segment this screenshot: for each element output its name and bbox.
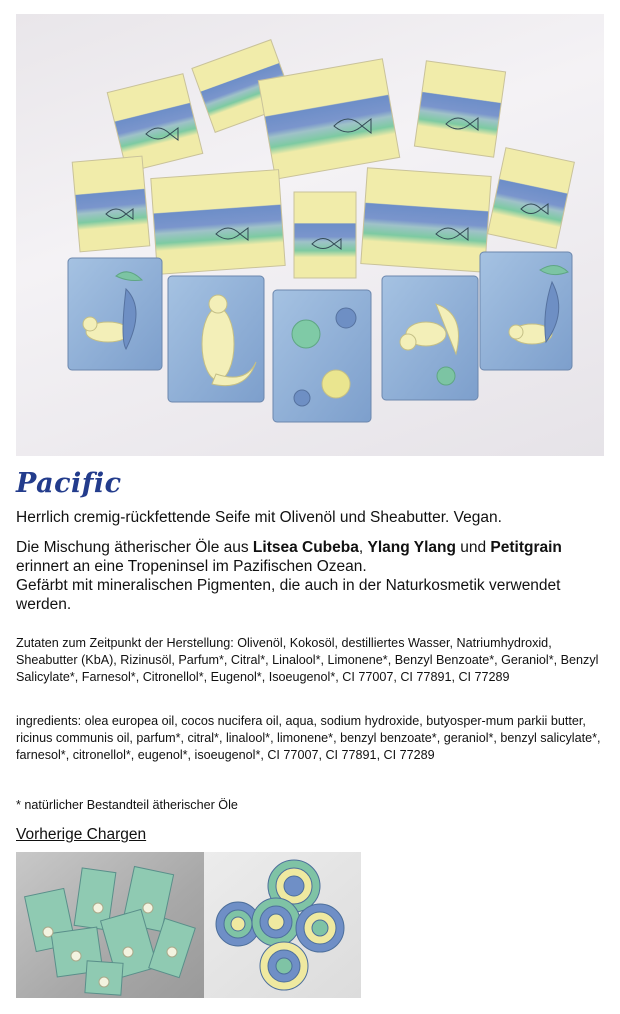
description-text: und: [455, 539, 491, 556]
page-title: Pacific: [16, 468, 122, 499]
previous-batch-photo[interactable]: [16, 852, 204, 998]
description-text: Die Mischung ätherischer Öle aus: [16, 539, 253, 556]
description: [16, 538, 606, 614]
description-text: Gefärbt mit mineralischen Pigmenten, die auch in der Naturkosmetik verwendet werden.: [16, 577, 561, 613]
ingredients-english: ingredients: olea europea oil, cocos nucifera oil, aqua, sodium hydroxide, butyosper-mum parkii butter, ricinus communis oil, parfum*, citral*, linalool*, limonene*, benzyl benzoate*, geraniol*, benzyl salicylate*, farnesol*, citronellol*, eugenol*, isoeugenol*, CI 77007, CI 77891, CI 77289: [16, 714, 601, 762]
ingredients-german: Zutaten zum Zeitpunkt der Herstellung: Olivenöl, Kokosöl, destilliertes Wasser, Natriumhydroxid, Sheabutter (KbA), Rizinusöl, Parfum*, Citral*, Linalool*, Limonene*, Benzyl Benzoate*, Geraniol*, Benzyl Salicylate*, Farnesol*, Citronellol*, Eugenol*, Isoeugenol*, CI 77007, CI 77891, CI 77289: [16, 636, 599, 684]
tagline: Herrlich cremig-rückfettende Seife mit Olivenöl und Sheabutter. Vegan.: [16, 509, 502, 526]
previous-batch-photo[interactable]: [204, 852, 361, 998]
description-text: ,: [358, 539, 368, 556]
description-text: erinnert an eine Tropeninsel im Pazifischen Ozean.: [16, 558, 367, 575]
product-photo: [16, 14, 604, 456]
oil-name: Ylang Ylang: [367, 539, 456, 556]
previous-batches-link[interactable]: Vorherige Chargen: [16, 826, 147, 843]
oil-name: Petitgrain: [490, 539, 562, 556]
soap-bars-illustration: [16, 14, 604, 456]
striped-soap-bar: [72, 40, 574, 278]
round-soaps-illustration: [204, 852, 361, 998]
marbled-soaps-illustration: [16, 852, 204, 998]
footnote: * natürlicher Bestandteil ätherischer Öle: [16, 798, 238, 812]
oil-name: Litsea Cubeba: [252, 539, 359, 556]
